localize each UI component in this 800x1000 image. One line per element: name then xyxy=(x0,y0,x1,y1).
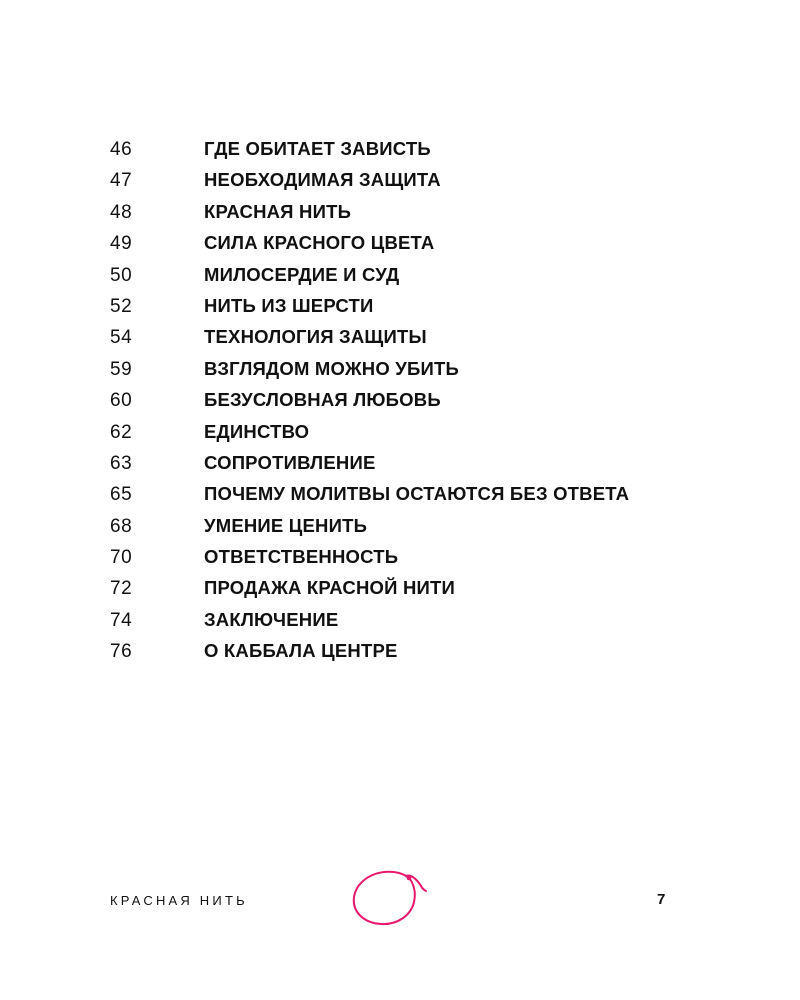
toc-title: ОТВЕТСТВЕННОСТЬ xyxy=(204,546,399,568)
toc-page-number: 50 xyxy=(110,264,133,286)
toc-page-number: 70 xyxy=(110,547,133,569)
toc-title: ПРОДАЖА КРАСНОЙ НИТИ xyxy=(204,577,456,599)
toc-page-number: 74 xyxy=(110,609,133,631)
toc-entry[interactable] xyxy=(110,421,710,452)
toc-page-number: 49 xyxy=(110,233,133,255)
toc-page-number: 60 xyxy=(110,390,133,412)
toc-entry[interactable] xyxy=(110,295,710,326)
toc-entry[interactable] xyxy=(110,201,710,232)
page-number: 7 xyxy=(657,891,666,908)
toc-title: ЕДИНСТВО xyxy=(204,420,310,442)
toc-title: ЗАКЛЮЧЕНИЕ xyxy=(204,608,339,630)
toc-title: БЕЗУСЛОВНАЯ ЛЮБОВЬ xyxy=(204,389,441,411)
toc-title: ВЗГЛЯДОМ МОЖНО УБИТЬ xyxy=(204,357,459,379)
toc-title: КРАСНАЯ НИТЬ xyxy=(204,200,352,222)
toc-page-number: 47 xyxy=(110,170,133,192)
toc-entry[interactable] xyxy=(110,640,710,671)
toc-entry[interactable] xyxy=(110,546,710,577)
toc-entry[interactable] xyxy=(110,169,710,200)
toc-page-number: 65 xyxy=(110,484,133,506)
toc-title: СОПРОТИВЛЕНИЕ xyxy=(204,451,376,473)
toc-page-number: 68 xyxy=(110,515,133,537)
toc-entry[interactable] xyxy=(110,326,710,357)
toc-title: УМЕНИЕ ЦЕНИТЬ xyxy=(204,514,368,536)
toc-title: ПОЧЕМУ МОЛИТВЫ ОСТАЮТСЯ БЕЗ ОТВЕТА xyxy=(204,483,630,505)
toc-page-number: 46 xyxy=(110,139,133,160)
running-footer-title: КРАСНАЯ НИТЬ xyxy=(110,893,248,908)
toc-entry[interactable] xyxy=(110,138,710,169)
toc-page-number: 63 xyxy=(110,452,133,474)
red-thread-loop-icon xyxy=(348,866,432,930)
table-of-contents xyxy=(110,138,710,672)
toc-title: МИЛОСЕРДИЕ И СУД xyxy=(204,263,400,285)
toc-title: ТЕХНОЛОГИЯ ЗАЩИТЫ xyxy=(204,326,427,348)
toc-entry[interactable] xyxy=(110,358,710,389)
toc-title: СИЛА КРАСНОГО ЦВЕТА xyxy=(204,232,435,254)
toc-entry[interactable] xyxy=(110,577,710,608)
toc-entry[interactable] xyxy=(110,452,710,483)
toc-page-number: 59 xyxy=(110,358,133,380)
toc-entry[interactable] xyxy=(110,389,710,420)
toc-page-number: 72 xyxy=(110,578,133,600)
toc-page-number: 52 xyxy=(110,295,133,317)
toc-page-number: 48 xyxy=(110,201,133,223)
toc-entry[interactable] xyxy=(110,232,710,263)
toc-entry[interactable] xyxy=(110,609,710,640)
toc-title: ГДЕ ОБИТАЕТ ЗАВИСТЬ xyxy=(204,138,431,159)
toc-page-number: 76 xyxy=(110,641,133,663)
toc-page-number: 62 xyxy=(110,421,133,443)
toc-page-number: 54 xyxy=(110,327,133,349)
toc-title: О КАББАЛА ЦЕНТРЕ xyxy=(204,640,398,662)
toc-entry[interactable] xyxy=(110,483,710,514)
toc-title: НЕОБХОДИМАЯ ЗАЩИТА xyxy=(204,169,441,191)
toc-entry[interactable] xyxy=(110,264,710,295)
toc-entry[interactable] xyxy=(110,515,710,546)
toc-title: НИТЬ ИЗ ШЕРСТИ xyxy=(204,294,374,316)
